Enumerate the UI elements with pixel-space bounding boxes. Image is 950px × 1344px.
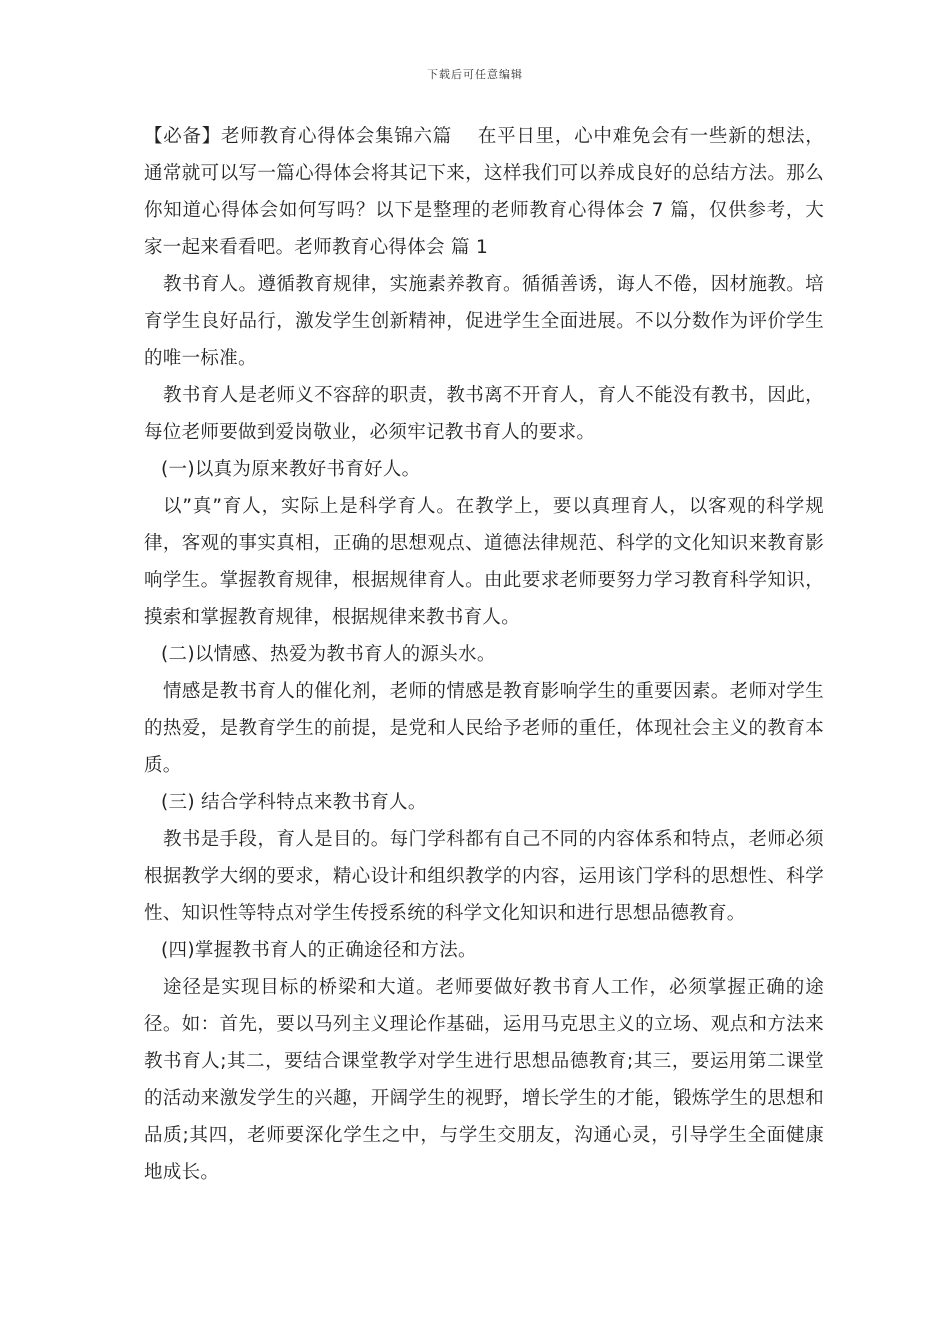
document-body — [144, 118, 824, 1191]
section-heading: (一)以真为原来教好书育好人。 — [161, 459, 421, 480]
body-paragraph: 以”真”育人，实际上是科学育人。在教学上，要以真理育人，以客观的科学规律，客观的事实真相，正确的思想观点、道德法律规范、科学的文化知识来教育影响学生。掌握教育规律，根据规律育人。由此要求老师要努力学习教育科学知识，摸索和掌握教育规律，根据规律来教书育人。 — [144, 496, 824, 628]
body-paragraph: 途径是实现目标的桥梁和大道。老师要做好教书育人工作，必须掌握正确的途径。如：首先，要以马列主义理论作基础，运用马克思主义的立场、观点和方法来教书育人;其二，要结合课堂教学对学生进行思想品德教育;其三，要运用第二课堂的活动来激发学生的兴趣，开阔学生的视野，增长学生的才能，锻炼学生的思想和品质;其四，老师要深化学生之中，与学生交朋友，沟通心灵，引导学生全面健康地成长。 — [144, 977, 824, 1183]
section-heading: (四)掌握教书育人的正确途径和方法。 — [161, 940, 477, 961]
body-paragraph: 教书育人是老师义不容辞的职责，教书离不开育人，育人不能没有教书，因此，每位老师要做到爱岗敬业，必须牢记教书育人的要求。 — [144, 385, 824, 443]
intro-paragraph: 【必备】老师教育心得体会集锦六篇 在平日里，心中难免会有一些新的想法，通常就可以写一篇心得体会将其记下来，这样我们可以养成良好的总结方法。那么你知道心得体会如何写吗？以下是整理的老师教育心得体会 7 篇，仅供参考，大家一起来看看吧。老师教育心得体会 篇 1 — [144, 126, 824, 258]
section-heading: (三) 结合学科特点来教书育人。 — [161, 792, 427, 813]
body-paragraph: 教书育人。遵循教育规律，实施素养教育。循循善诱，诲人不倦，因材施教。培育学生良好品行，激发学生创新精神，促进学生全面进展。不以分数作为评价学生的唯一标准。 — [144, 274, 824, 369]
section-heading: (二)以情感、热爱为教书育人的源头水。 — [161, 644, 496, 665]
body-paragraph: 教书是手段，育人是目的。每门学科都有自己不同的内容体系和特点，老师必须根据教学大纲的要求，精心设计和组织教学的内容，运用该门学科的思想性、科学性、知识性等特点对学生传授系统的科学文化知识和进行思想品德教育。 — [144, 829, 824, 924]
page-header: 下载后可任意编辑 — [427, 68, 523, 81]
body-paragraph: 情感是教书育人的催化剂，老师的情感是教育影响学生的重要因素。老师对学生的热爱，是教育学生的前提，是党和人民给予老师的重任，体现社会主义的教育本质。 — [144, 681, 824, 776]
